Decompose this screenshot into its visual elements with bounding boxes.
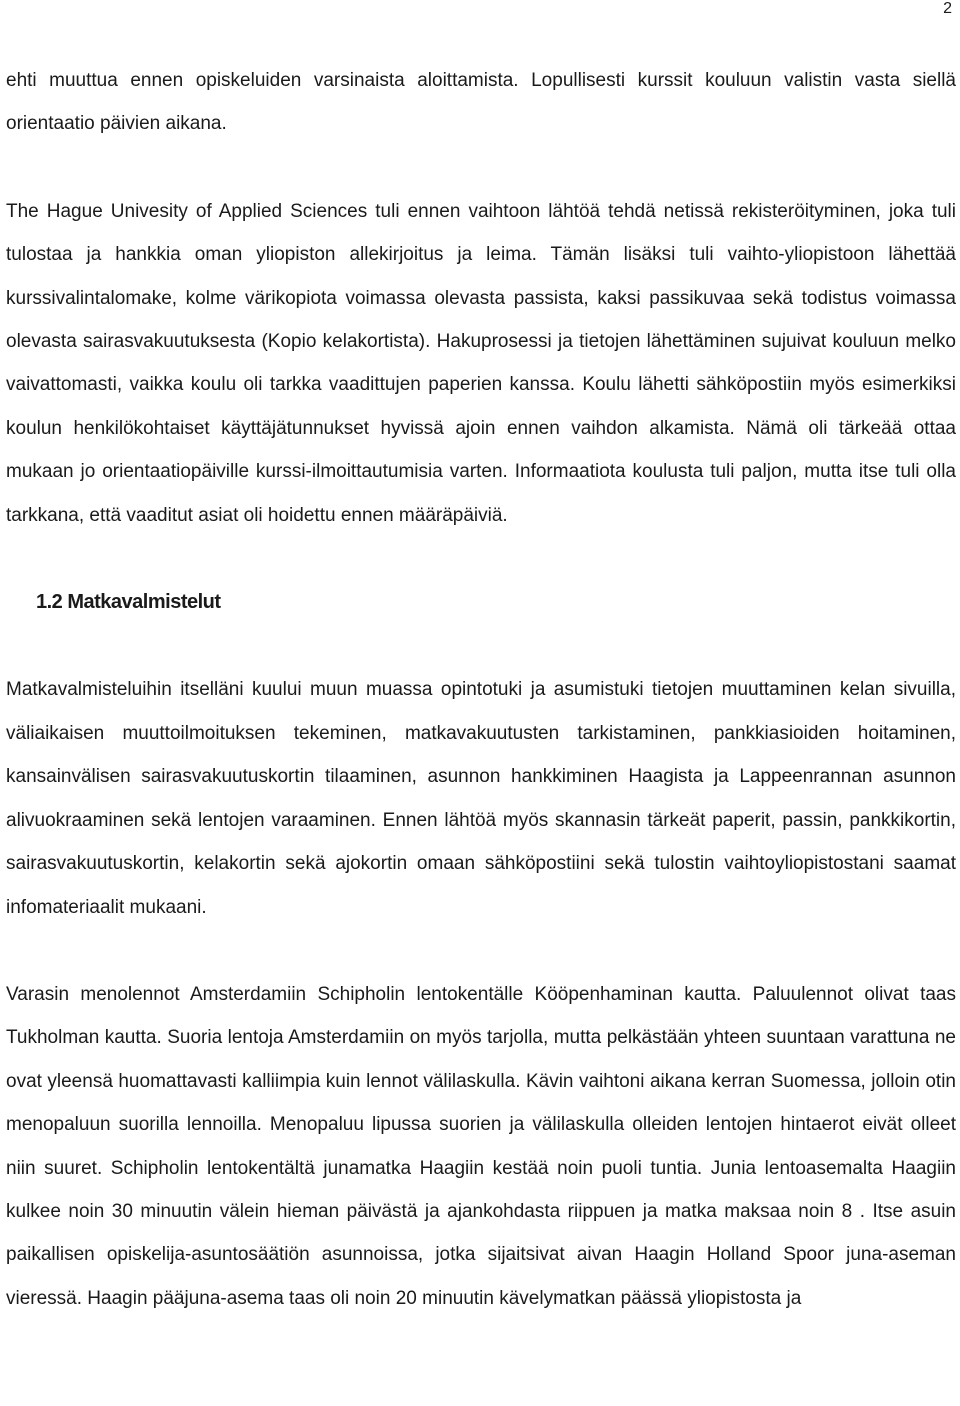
- paragraph-application: The Hague Univesity of Applied Sciences tuli ennen vaihtoon lähtöä tehdä netissä rekisteröityminen, joka tuli tulostaa ja hankkia oman yliopiston allekirjoitus ja leima. Tämän lisäksi tuli vaihto-yliopistoon lähettää kurssivalintalomake, kolme värikopiota voimassa olevasta passista, kaksi passikuvaa sekä todistus voimassa olevasta sairasvakuutuksesta (Kopio kelakortista). Hakuprosessi ja tietojen lähettäminen sujuivat kouluun melko vaivattomasti, vaikka koulu oli tarkka vaadittujen paperien kanssa. Koulu lähetti sähköpostiin myös esimerkiksi koulun henkilökohtaiset käyttäjätunnukset hyvissä ajoin ennen vaihdon alkamista. Nämä oli tärkeää ottaa mukaan jo orientaatiopäiville kurssi-ilmoittautumisia varten. Informaatiota koulusta tuli paljon, mutta itse tuli olla tarkkana, että vaaditut asiat oli hoidettu ennen määräpäiviä.: [6, 200, 956, 526]
- paragraph-flights: Varasin menolennot Amsterdamiin Schipholin lentokentälle Kööpenhaminan kautta. Paluulennot olivat taas Tukholman kautta. Suoria lentoja Amsterdamiin on myös tarjolla, mutta pelkästään yhteen suuntaan varattuna ne ovat yleensä huomattavasti kalliimpia kuin lennot välilaskulla. Kävin vaihtoni aikana kerran Suomessa, jolloin otin menopaluun suorilla lennoilla. Menopaluu lipussa suorien ja välilaskulla olleiden lentojen hintaerot eivät olleet niin suuret. Schipholin lentokentältä junamatka Haagiin kestää noin puoli tuntia. Junia lentoasemalta Haagiin kulkee noin 30 minuutin välein hieman päivästä ja ajankohdasta riippuen ja matka maksaa noin 8 . Itse asuin paikallisen opiskelija-asuntosäätiön asunnoissa, jotka sijaitsivat aivan Haagin Holland Spoor juna-aseman vieressä. Haagin pääjuna-asema taas oli noin 20 minuutin kävelymatkan päässä yliopistosta ja: [6, 983, 956, 1309]
- paragraph-gap: [6, 929, 956, 973]
- document-page: [6, 59, 956, 1320]
- section-gap: [6, 537, 956, 581]
- section-gap: [6, 624, 956, 668]
- section-heading: 1.2 Matkavalmistelut: [36, 591, 221, 614]
- paragraph-gap: [6, 146, 956, 190]
- paragraph-travel-preparations: Matkavalmisteluihin itselläni kuului muun muassa opintotuki ja asumistuki tietojen muuttaminen kelan sivuilla, väliaikaisen muuttoilmoituksen tekeminen, matkavakuutusten tarkistaminen, pankkiasioiden hoitaminen, kansainvälisen sairasvakuutuskortin tilaaminen, asunnon hankkiminen Haagista ja Lappeenrannan asunnon alivuokraaminen sekä lentojen varaaminen. Ennen lähtöä myös skannasin tärkeät paperit, passin, pankkikortin, sairasvakuutuskortin, kelakortin sekä ajokortin omaan sähköpostiini sekä tulostin vaihtoyliopistostani saamat infomateriaalit mukaani.: [6, 679, 956, 918]
- page-number: 2: [943, 0, 952, 17]
- paragraph-continued: ehti muuttua ennen opiskeluiden varsinaista aloittamista. Lopullisesti kurssit kouluun valistin vasta siellä orientaatio päivien aikana.: [6, 70, 956, 135]
